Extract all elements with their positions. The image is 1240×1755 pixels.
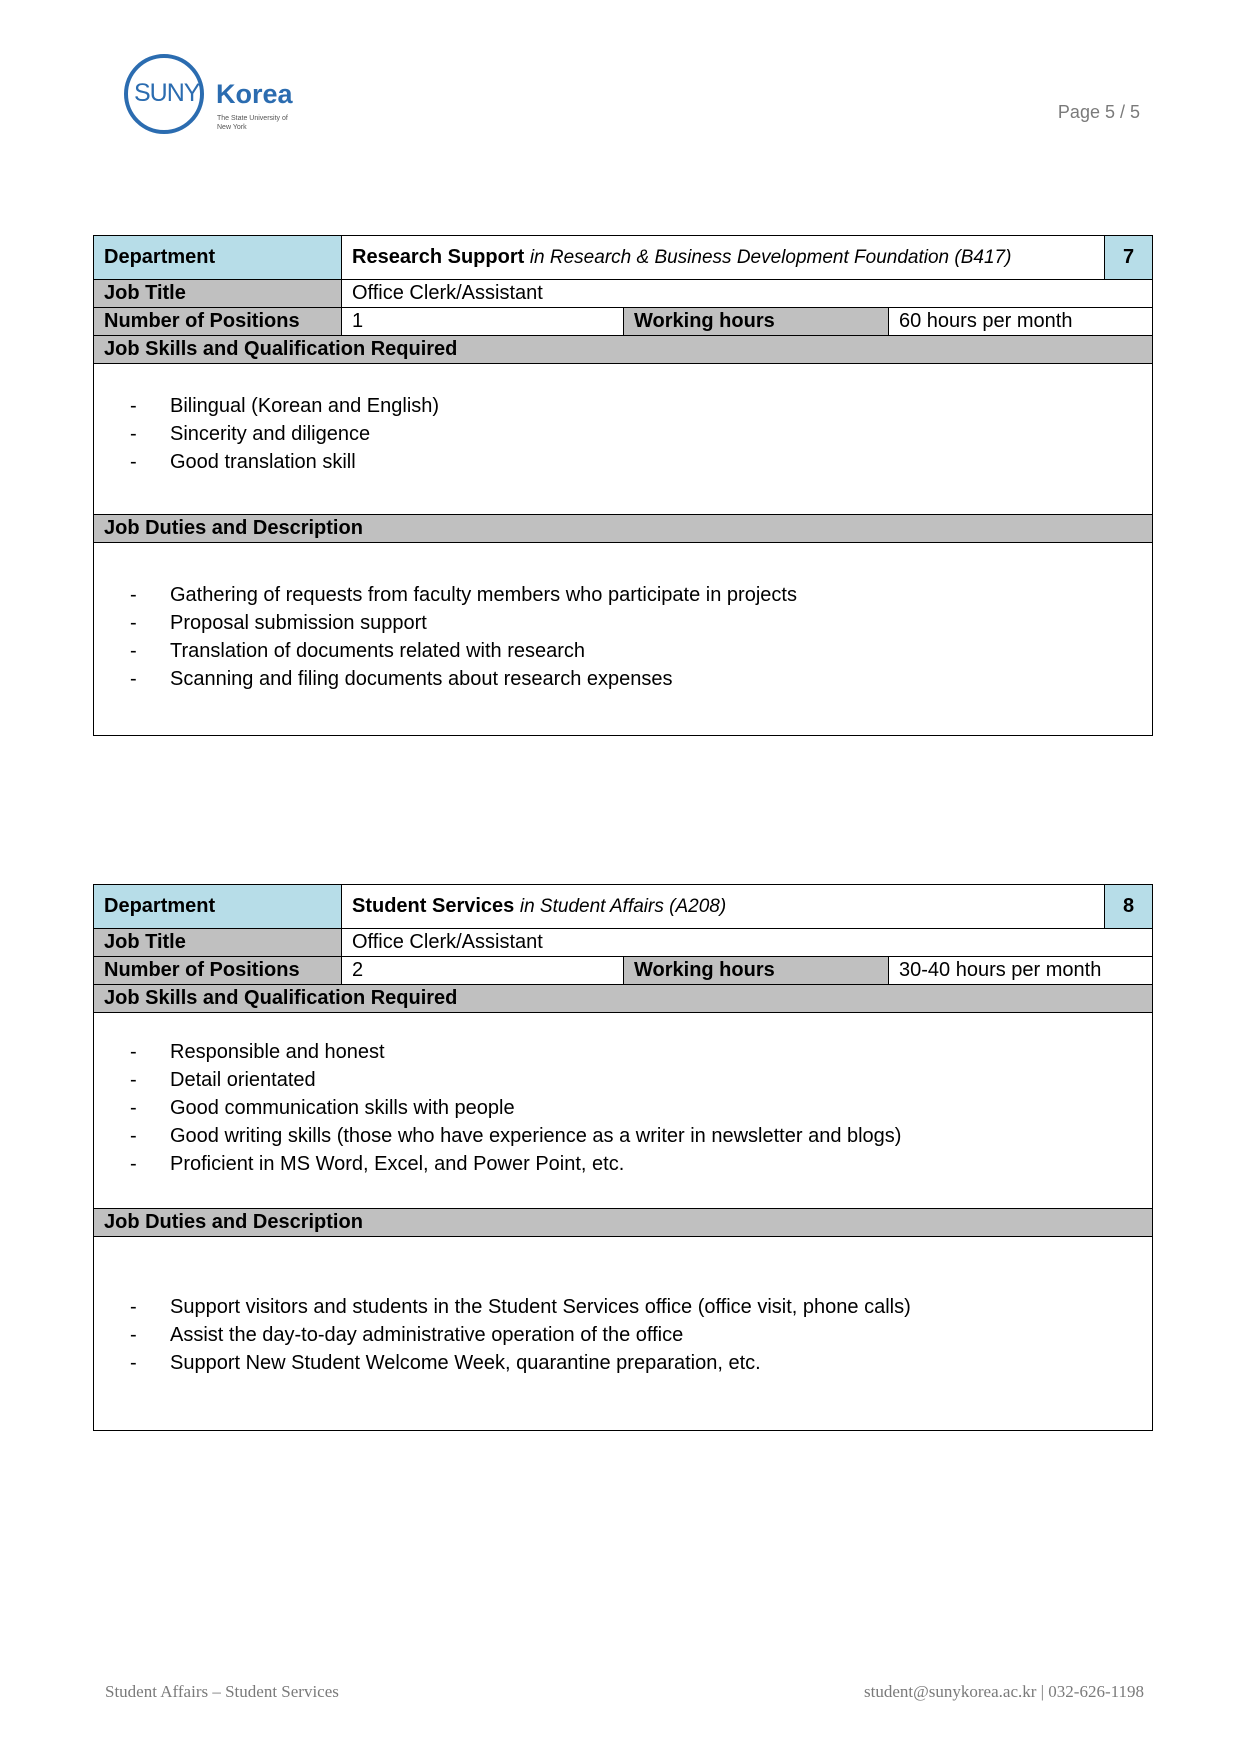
logo-korea: Korea [216,79,293,109]
job-table-8 [93,884,1153,1431]
job-title-row [94,280,1153,308]
skills-header: Job Skills and Qualification Required [94,985,1153,1013]
job-number: 7 [1105,236,1153,280]
skills-list [94,392,1152,476]
positions-value: 1 [342,308,624,336]
department-detail: in Student Affairs (A208) [519,896,727,917]
list-item: - Proposal submission support [130,609,1152,637]
positions-label: Number of Positions [94,308,342,336]
department-value [342,236,1105,280]
duties-row [94,1237,1153,1431]
logo-suny: SUNY [134,79,200,107]
job-title-row [94,929,1153,957]
job-table-7 [93,235,1153,736]
list-item: - Responsible and honest [130,1038,1152,1066]
department-label: Department [94,236,342,280]
list-item: - Support New Student Welcome Week, quarantine preparation, etc. [130,1349,1152,1377]
footer-contact: student@sunykorea.ac.kr | 032-626-1198 [864,1682,1144,1701]
positions-label: Number of Positions [94,957,342,985]
logo-subtitle: The State University of New York [217,115,288,131]
department-value [342,885,1105,929]
skills-list [94,1038,1152,1178]
department-label: Department [94,885,342,929]
duties-list [94,1293,1152,1377]
department-name: Research Support [352,246,525,268]
positions-row [94,957,1153,985]
list-item: - Bilingual (Korean and English) [130,392,1152,420]
list-item: - Proficient in MS Word, Excel, and Power Point, etc. [130,1150,1152,1178]
list-item: - Good translation skill [130,448,1152,476]
duties-header: Job Duties and Description [94,1209,1153,1237]
department-name: Student Services [352,895,515,917]
skills-row [94,364,1153,515]
skills-header: Job Skills and Qualification Required [94,336,1153,364]
list-item: - Assist the day-to-day administrative operation of the office [130,1321,1152,1349]
skills-row [94,1013,1153,1209]
duties-header-row [94,1209,1153,1237]
job-title-label: Job Title [94,929,342,957]
job-title-value: Office Clerk/Assistant [342,280,1153,308]
hours-value: 30-40 hours per month [889,957,1153,985]
duties-row [94,543,1153,736]
hours-label: Working hours [624,308,889,336]
list-item: - Scanning and filing documents about research expenses [130,665,1152,693]
job-number: 8 [1105,885,1153,929]
list-item: - Detail orientated [130,1066,1152,1094]
hours-value: 60 hours per month [889,308,1153,336]
positions-value: 2 [342,957,624,985]
department-detail: in Research & Business Development Foundation (B417) [529,247,1012,268]
job-title-value: Office Clerk/Assistant [342,929,1153,957]
duties-list [94,581,1152,693]
department-row [94,885,1153,929]
department-row [94,236,1153,280]
skills-header-row [94,336,1153,364]
duties-header-row [94,515,1153,543]
duties-header: Job Duties and Description [94,515,1153,543]
list-item: - Gathering of requests from faculty members who participate in projects [130,581,1152,609]
positions-row [94,308,1153,336]
suny-korea-logo [124,52,304,144]
skills-header-row [94,985,1153,1013]
footer-department: Student Affairs – Student Services [105,1682,339,1701]
list-item: - Good writing skills (those who have experience as a writer in newsletter and blogs) [130,1122,1152,1150]
list-item: - Support visitors and students in the Student Services office (office visit, phone calls) [130,1293,1152,1321]
list-item: - Translation of documents related with research [130,637,1152,665]
hours-label: Working hours [624,957,889,985]
list-item: - Sincerity and diligence [130,420,1152,448]
job-title-label: Job Title [94,280,342,308]
list-item: - Good communication skills with people [130,1094,1152,1122]
page-number: Page 5 / 5 [1057,102,1140,122]
